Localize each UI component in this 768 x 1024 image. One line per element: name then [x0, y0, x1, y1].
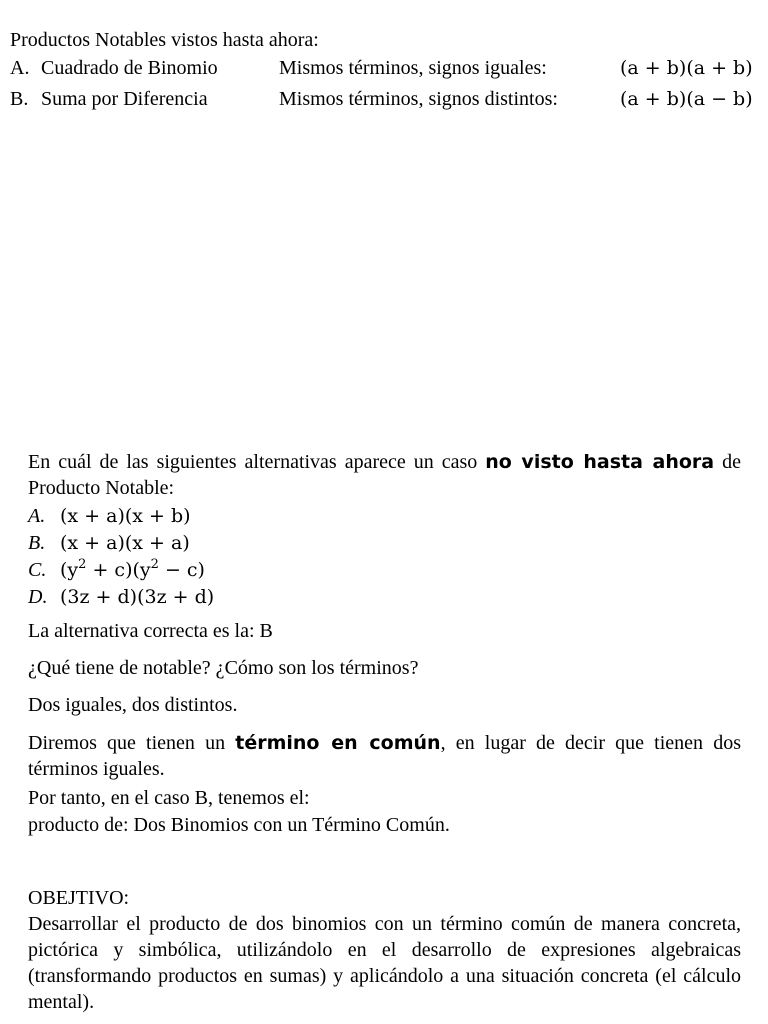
review-row-a-letter: A. — [10, 57, 30, 79]
option-a-letter: A. — [28, 505, 46, 527]
conclusion-line-2: producto de: Dos Binomios con un Término Común. — [28, 814, 450, 836]
objective-label: OBEJTIVO: — [28, 887, 130, 909]
common-term-paragraph: Diremos que tienen un término en común, en lugar de decir que tienen dos términos iguales. — [28, 732, 741, 780]
option-c-letter: C. — [28, 559, 47, 581]
review-row-a-desc: Mismos términos, signos iguales: — [279, 57, 547, 79]
notable-question: ¿Qué tiene de notable? ¿Cómo son los términos? — [28, 657, 419, 679]
review-row-a-name: Cuadrado de Binomio — [41, 57, 218, 79]
review-heading: Productos Notables vistos hasta ahora: — [10, 29, 319, 51]
option-b-expr: (x + a)(x + a) — [60, 532, 190, 554]
objective-text: Desarrollar el producto de dos binomios con un término común de manera concreta, pictórica y simbólica, utilizándolo en el desarrollo de expresiones algebraicas (transformando productos en sumas) y aplicándolo a una situación concreta (el cálculo mental). — [28, 913, 741, 1013]
option-a-expr: (x + a)(x + b) — [60, 505, 191, 527]
review-row-b-name: Suma por Diferencia — [41, 88, 208, 110]
option-b-letter: B. — [28, 532, 46, 554]
question-text: En cuál de las siguientes alternativas aparece un caso no visto hasta ahora de Producto Notable: — [28, 451, 742, 499]
review-row-b-expr: (a + b)(a − b) — [620, 88, 753, 110]
answer-line: La alternativa correcta es la: B — [28, 620, 273, 642]
option-c-expr: $(y^2 + c)(y^2 - c)$ — [60, 557, 205, 581]
option-d-expr: (3z + d)(3z + d) — [60, 586, 215, 608]
reply-line: Dos iguales, dos distintos. — [28, 694, 238, 716]
conclusion-line-1: Por tanto, en el caso B, tenemos el: — [28, 787, 310, 809]
review-row-b-letter: B. — [10, 88, 29, 110]
review-row-b-desc: Mismos términos, signos distintos: — [279, 88, 558, 110]
review-row-a-expr: (a + b)(a + b) — [620, 57, 753, 79]
option-d-letter: D. — [28, 586, 48, 608]
